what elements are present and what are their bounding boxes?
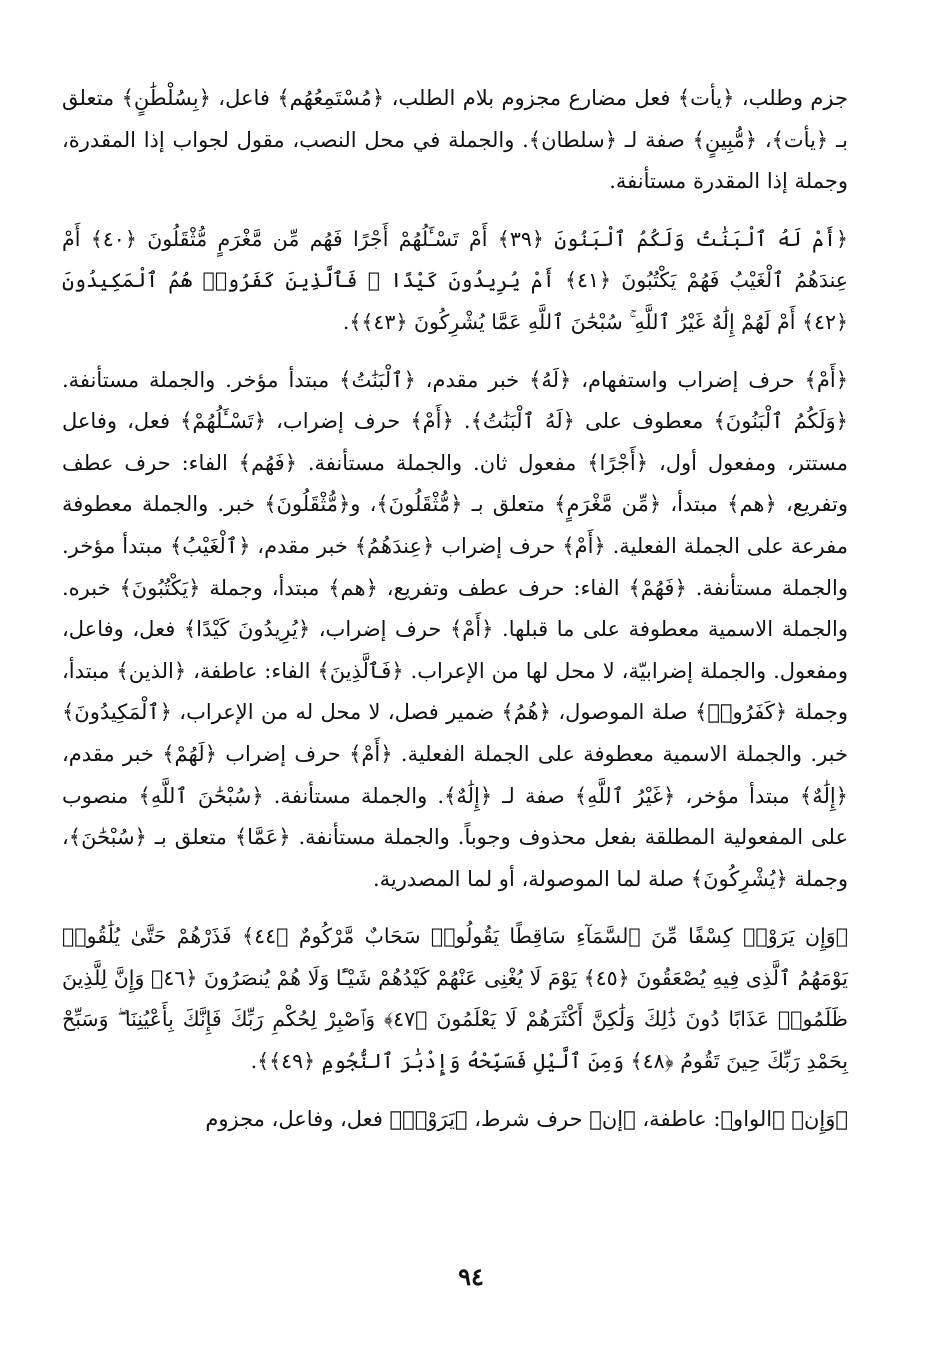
grammar-analysis-44: ﴿وَإِن﴾ ﴿الواو﴾: عاطفة، ﴿إن﴾ حرف شرط، ﴿يَرَوْا۟﴾ فعل، وفاعل، مجزوم xyxy=(205,1106,848,1131)
paragraph-continuation: جزم وطلب، ﴿يأت﴾ فعل مضارع مجزوم بلام الطلب، ﴿مُسْتَمِعُهُم﴾ فاعل، ﴿بِسُلْطَٰنٍ﴾ متعلق بـ ﴿يأت﴾، ﴿مُّبِينٍ﴾ صفة لـ ﴿سلطان﴾. والجملة في محل النصب، مقول لجواب إذا المقدرة، وجملة إذا المقدرة مستأنفة. xyxy=(62,86,848,194)
page-number: ٩٤ xyxy=(458,1262,484,1291)
quran-verse-block-39-43: ﴿أَمْ لَهُ ٱلْبَنَٰتُ وَلَكُمُ ٱلْبَنُونَ ﴿٣٩﴾ أَمْ تَسْـَٔلُهُمْ أَجْرًا فَهُم مِّن مَّغْرَمٍ مُّثْقَلُونَ ﴿٤٠﴾ أَمْ عِندَهُمُ ٱلْغَيْبُ فَهُمْ يَكْتُبُونَ ﴿٤١﴾ أَمْ يُرِيدُونَ كَيْدًا ۖ فَٱلَّذِينَ كَفَرُوا۟ هُمُ ٱلْمَكِيدُونَ ﴿٤٢﴾ أَمْ لَهُمْ إِلَٰهٌ غَيْرُ ٱللَّهِ ۚ سُبْحَٰنَ ٱللَّهِ عَمَّا يُشْرِكُونَ ﴿٤٣﴾﴾. xyxy=(62,226,848,334)
grammar-analysis-39-43: ﴿أَمْ﴾ حرف إضراب واستفهام، ﴿لَهُ﴾ خبر مقدم، ﴿ٱلْبَنَٰتُ﴾ مبتدأ مؤخر. والجملة مستأنفة. ﴿وَلَكُمُ ٱلْبَنُونَ﴾ معطوف على ﴿لَهُ ٱلْبَنَٰتُ﴾. ﴿أَمْ﴾ حرف إضراب، ﴿تَسْـَٔلُهُمْ﴾ فعل، وفاعل مستتر، ومفعول أول، ﴿أَجْرًا﴾ مفعول ثان. والجملة مستأنفة. ﴿فَهُم﴾ الفاء: حرف عطف وتفريع، ﴿هم﴾ مبتدأ، ﴿مِّن مَّغْرَمٍ﴾ متعلق بـ ﴿مُّثْقَلُونَ﴾، و﴿مُّثْقَلُونَ﴾ خبر. والجملة معطوفة مفرعة على الجملة الفعلية. ﴿أَمْ﴾ حرف إضراب ﴿عِندَهُمُ﴾ خبر مقدم، ﴿ٱلْغَيْبُ﴾ مبتدأ مؤخر. والجملة مستأنفة. ﴿فَهُمْ﴾ الفاء: حرف عطف وتفريع، ﴿هم﴾ مبتدأ، وجملة ﴿يَكْتُبُونَ﴾ خبره. والجملة الاسمية معطوفة على ما قبلها. ﴿أَمْ﴾ حرف إضراب، ﴿يُرِيدُونَ كَيْدًا﴾ فعل، وفاعل، ومفعول. والجملة إضرابيّة، لا محل لها من الإعراب. ﴿فَٱلَّذِينَ﴾ الفاء: عاطفة، ﴿الذين﴾ مبتدأ، وجملة ﴿كَفَرُوا۟﴾ صلة الموصول، ﴿هُمُ﴾ ضمير فصل، لا محل له من الإعراب، ﴿ٱلْمَكِيدُونَ﴾ خبر. والجملة الاسمية معطوفة على الجملة الفعلية. ﴿أَمْ﴾ حرف إضراب ﴿لَهُمْ﴾ خبر مقدم، ﴿إِلَٰهٌ﴾ مبتدأ مؤخر، ﴿غَيْرُ ٱللَّهِ﴾ صفة لـ ﴿إِلَٰهٌ﴾. والجملة مستأنفة. ﴿سُبْحَٰنَ ٱللَّهِ﴾ منصوب على المفعولية المطلقة بفعل محذوف وجوباً. والجملة مستأنفة. ﴿عَمَّا﴾ متعلق بـ ﴿سُبْحَٰنَ﴾، وجملة ﴿يُشْرِكُونَ﴾ صلة لما الموصولة، أو لما المصدرية. xyxy=(62,367,848,891)
page-body xyxy=(62,78,848,1156)
quran-verse-block-44-49: ﴿وَإِن يَرَوْا۟ كِسْفًا مِّنَ ٱلسَّمَآءِ سَاقِطًا يَقُولُوا۟ سَحَابٌ مَّرْكُومٌ ﴿٤٤﴾ فَذَرْهُمْ حَتَّىٰ يُلَٰقُوا۟ يَوْمَهُمُ ٱلَّذِى فِيهِ يُصْعَقُونَ ﴿٤٥﴾ يَوْمَ لَا يُغْنِى عَنْهُمْ كَيْدُهُمْ شَيْـًٔا وَلَا هُمْ يُنصَرُونَ ﴿٤٦﴾ وَإِنَّ لِلَّذِينَ ظَلَمُوا۟ عَذَابًا دُونَ ذَٰلِكَ وَلَٰكِنَّ أَكْثَرَهُمْ لَا يَعْلَمُونَ ﴿٤٧﴾ وَٱصْبِرْ لِحُكْمِ رَبِّكَ فَإِنَّكَ بِأَعْيُنِنَا ۖ وَسَبِّحْ بِحَمْدِ رَبِّكَ حِينَ تَقُومُ ﴿٤٨﴾ وَمِنَ ٱلَّيْلِ فَسَبِّحْهُ وَإِدْبَٰرَ ٱلنُّجُومِ ﴿٤٩﴾﴾. xyxy=(62,924,849,1074)
